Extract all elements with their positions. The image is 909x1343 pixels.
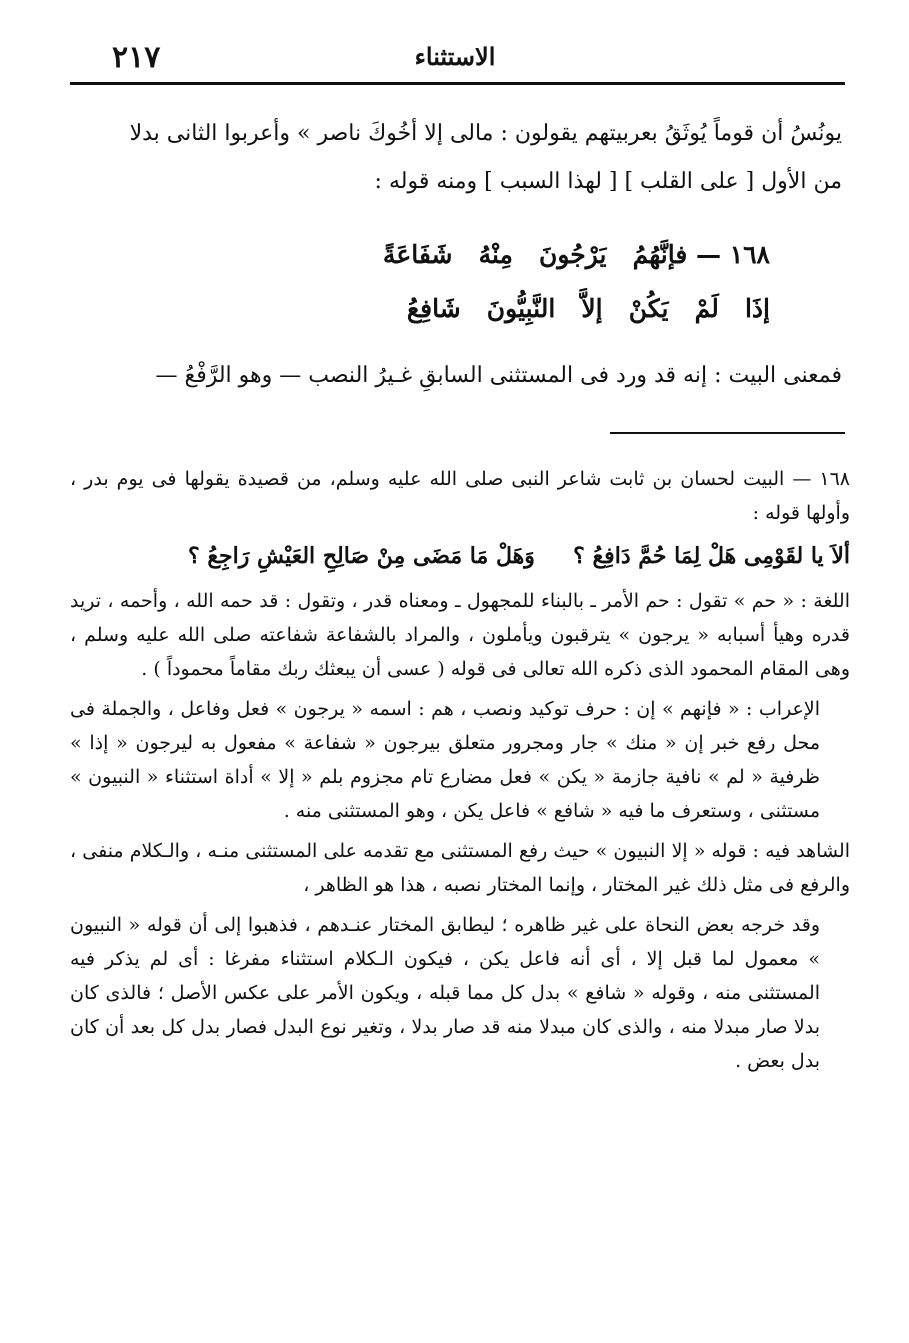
running-title: الاستثناء (414, 42, 496, 71)
footnotes (70, 462, 850, 1084)
footnote-evidence-1: الشاهد فيه : قوله « إلا النبيون » حيث رفع المستثنى مع تقدمه على المستثنى منـه ، والـكلام منفى ، والرفع فى مثل ذلك غير المختار ، وإنما المختار نصبه ، هذا هو الظاهر ، (70, 840, 850, 896)
verse-hemistich-2: إذَا لَمْ يَكُنْ إلاَّ النَّبِيُّونَ شَافِعُ (406, 294, 770, 323)
main-text (72, 110, 842, 206)
footnote-rule (610, 432, 845, 434)
page-number: ٢١٧ (112, 40, 161, 75)
footnote-intro: ١٦٨ — البيت لحسان بن ثابت شاعر النبى صلى الله عليه وسلم، من قصيدة يقولها فى يوم بدر ، وأولها قوله : (70, 468, 850, 524)
main-line-1: يونُسُ أن قوماً يُوثَقُ بعربيتهم يقولون : مالى إلا أخُوكَ ناصر » وأعربوا الثانى بدلا (129, 121, 842, 146)
header-rule (70, 82, 845, 85)
footnote-evidence-2: وقد خرجه بعض النحاة على غير ظاهره ؛ ليطابق المختار عنـدهم ، فذهبوا إلى أن قوله « النبيون » معمول لما قبل إلا ، أى أنه فاعل يكن ، فيكون الـكلام استثناء مفرغا : أى لم يذكر فيه المستثنى منه ، وقوله « شافع » بدل كل مما قبله ، ويكون الأمر على عكس الأصل ؛ فالذى كان بدلا صار مبدلا منه ، والذى كان مبدلا منه قد صار بدلا ، وتغير نوع البدل فصار بدل كل بعد أن كان بدل بعض . (70, 914, 820, 1072)
page-header (70, 38, 840, 78)
verse-meaning: فمعنى البيت : إنه قد ورد فى المستثنى السابقِ غـيرُ النصب — وهو الرَّفْعُ — (155, 363, 842, 388)
main-line-2: من الأول [ على القلب ] [ لهذا السبب ] ومنه قوله : (374, 169, 842, 194)
footnote-opening-verse: ألاَ يا لقَوْمِى هَلْ لِمَا حُمَّ دَافِعُ ؟ وَهَلْ مَا مَضَى مِنْ صَالِحِ العَيْشِ رَاجِعُ ؟ (188, 543, 850, 569)
footnote-lexicon: اللغة : « حم » تقول : حم الأمر ـ بالبناء للمجهول ـ ومعناه قدر ، وتقول : قد حمه الله ، وأحمه ، تريد قدره وهيأ أسبابه « يرجون » يترقبون ويأملون ، والمراد بالشفاعة شفاعته صلى الله عليه وسلم ، وهى المقام المحمود الذى ذكره الله تعالى فى قوله ( عسى أن يبعثك ربك مقاماً محموداً ) . (70, 590, 850, 680)
footnote-grammar: الإعراب : « فإنهم » إن : حرف توكيد ونصب ، هم : اسمه « يرجون » فعل وفاعل ، والجملة فى محل رفع خبر إن « منك » جار ومجرور متعلق بيرجون « شفاعة » مفعول به ليرجون « إذا » ظرفية « لم » نافية جازمة « يكن » فعل مضارع تام مجزوم بلم « إلا » أداة استثناء « النبيون » مستثنى ، وستعرف ما فيه « شافع » فاعل يكن ، وهو المستثنى منه . (70, 698, 820, 822)
verse-hemistich-1: ١٦٨ — فإنَّهُمُ يَرْجُونَ مِنْهُ شَفَاعَةً (382, 240, 770, 269)
